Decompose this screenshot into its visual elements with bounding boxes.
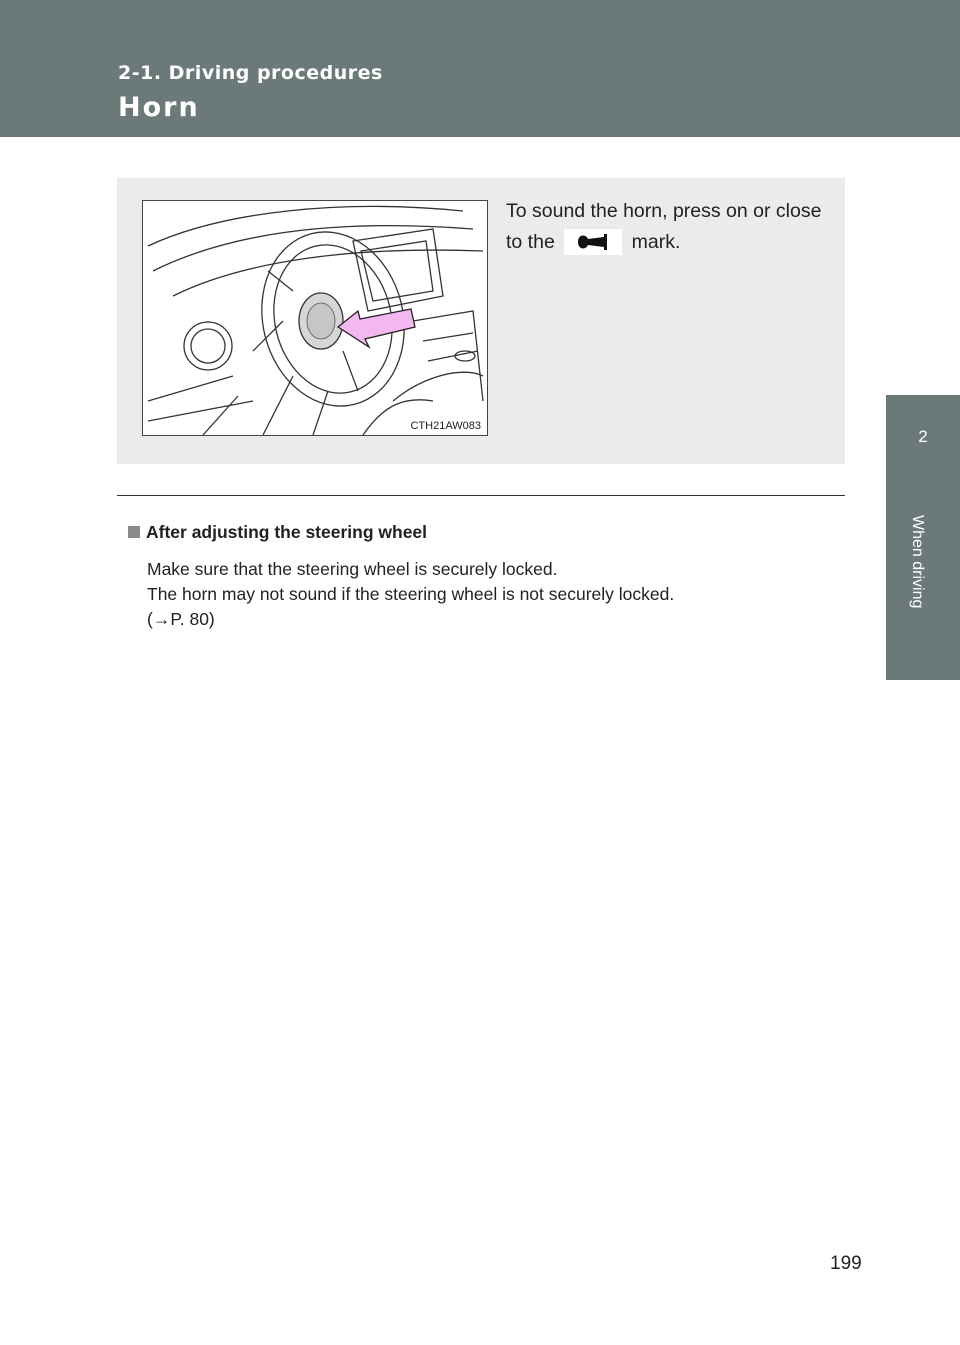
- chapter-tab[interactable]: [886, 395, 960, 680]
- chapter-number: 2: [918, 427, 928, 446]
- steering-wheel-illustration: [142, 200, 488, 436]
- horn-instruction: [506, 196, 836, 258]
- illustration-code: CTH21AW083: [410, 420, 481, 432]
- horn-icon: [564, 229, 622, 255]
- instruction-text-end: mark.: [631, 231, 681, 253]
- page-header: [0, 0, 960, 137]
- note-line-1: Make sure that the steering wheel is securely locked.: [147, 559, 558, 579]
- page-reference-link[interactable]: (→P. 80): [147, 609, 215, 629]
- note-heading: [128, 522, 427, 543]
- section-label: 2-1. Driving procedures: [118, 62, 383, 84]
- section-divider: [117, 495, 845, 496]
- note-heading-text: After adjusting the steering wheel: [146, 522, 428, 542]
- instruction-text: To sound the horn, press on or close to the: [506, 200, 822, 253]
- note-body: [147, 557, 827, 632]
- page-number: 199: [830, 1253, 862, 1274]
- note-line-2: The horn may not sound if the steering wheel is not securely locked.: [147, 584, 675, 604]
- square-bullet-icon: [128, 526, 140, 538]
- dashboard-drawing: [143, 201, 487, 435]
- chapter-label: When driving: [909, 515, 926, 609]
- page-title: Horn: [118, 92, 200, 123]
